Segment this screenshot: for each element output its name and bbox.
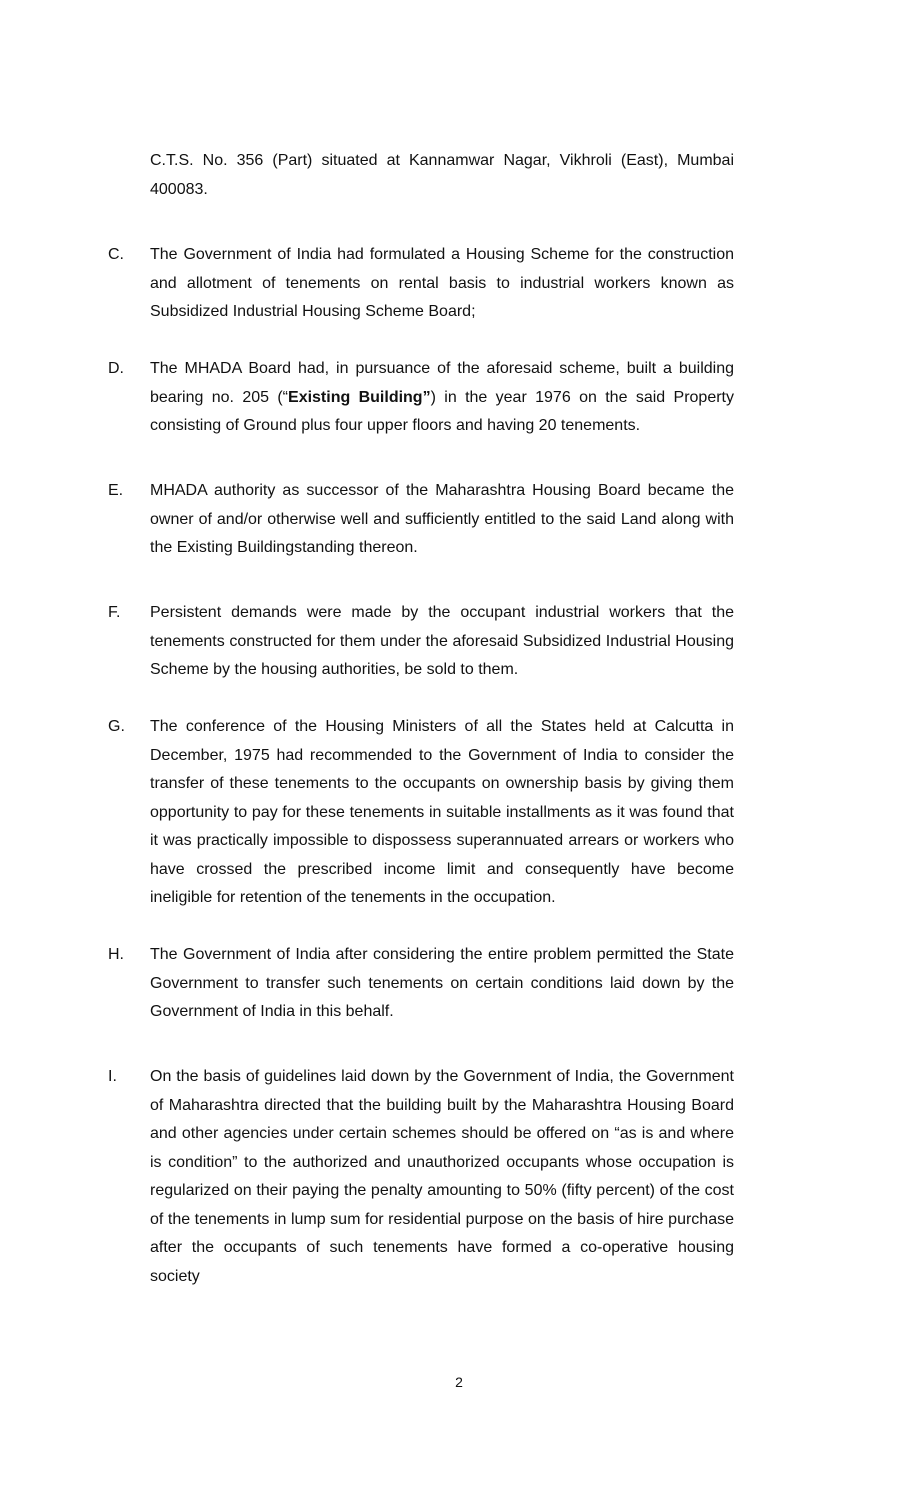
existing-building-term: Existing Building” bbox=[288, 388, 431, 406]
paragraph-g bbox=[108, 713, 734, 913]
paragraph-text: The Government of India after considering the entire problem permitted the State Government to transfer such tenements on certain conditions laid down by the Government of India in this behalf. bbox=[150, 946, 734, 1020]
paragraph-d bbox=[108, 355, 734, 441]
paragraph-e bbox=[108, 477, 734, 563]
paragraph-text bbox=[150, 355, 734, 441]
paragraph-label: D. bbox=[108, 360, 124, 377]
paragraph-label: C. bbox=[108, 246, 124, 263]
paragraph-i bbox=[108, 1063, 734, 1291]
paragraph-text: MHADA authority as successor of the Maharashtra Housing Board became the owner of and/or otherwise well and sufficiently entitled to the said Land along with the Existing Buildingstanding thereon. bbox=[150, 482, 734, 556]
paragraph-label: H. bbox=[108, 946, 124, 963]
intro-paragraph bbox=[108, 147, 734, 204]
paragraph-label: I. bbox=[108, 1068, 117, 1085]
paragraph-text: The Government of India had formulated a Housing Scheme for the construction and allotment of tenements on rental basis to industrial workers known as Subsidized Industrial Housing Scheme Board; bbox=[150, 246, 734, 320]
paragraph-c bbox=[108, 241, 734, 327]
paragraph-text-before: The MHADA Board had, in pursuance of the aforesaid scheme, built a building bearing no. 205 (“ bbox=[150, 360, 734, 406]
paragraph-text: On the basis of guidelines laid down by the Government of India, the Government of Maharashtra directed that the building built by the Maharashtra Housing Board and other agencies under certain schemes should be offered on “as is and where is condition” to the authorized and unauthorized occupants whose occupation is regularized on their paying the penalty amounting to 50% (fifty percent) of the cost of the tenements in lump sum for residential purpose on the basis of hire purchase after the occupants of such tenements have formed a co-operative housing society bbox=[150, 1068, 734, 1285]
paragraph-text: Persistent demands were made by the occupant industrial workers that the tenements constructed for them under the aforesaid Subsidized Industrial Housing Scheme by the housing authorities, be sold to them. bbox=[150, 604, 734, 678]
paragraph-f bbox=[108, 599, 734, 685]
intro-text: C.T.S. No. 356 (Part) situated at Kannamwar Nagar, Vikhroli (East), Mumbai 400083. bbox=[150, 152, 734, 198]
paragraph-text: The conference of the Housing Ministers of all the States held at Calcutta in December, 1975 had recommended to the Government of India to consider the transfer of these tenements to the occupants on ownership basis by giving them opportunity to pay for these tenements in suitable installments as it was found that it was practically impossible to dispossess superannuated arrears or workers who have crossed the prescribed income limit and consequently have become ineligible for retention of the tenements in the occupation. bbox=[150, 718, 734, 906]
page-number: 2 bbox=[455, 1374, 463, 1390]
paragraph-text-after: ) in the year 1976 on the said Property consisting of Ground plus four upper floors and having 20 tenements. bbox=[150, 388, 734, 434]
paragraph-label: G. bbox=[108, 718, 125, 735]
paragraph-h bbox=[108, 941, 734, 1027]
paragraph-label: E. bbox=[108, 482, 124, 499]
paragraph-label: F. bbox=[108, 604, 121, 621]
